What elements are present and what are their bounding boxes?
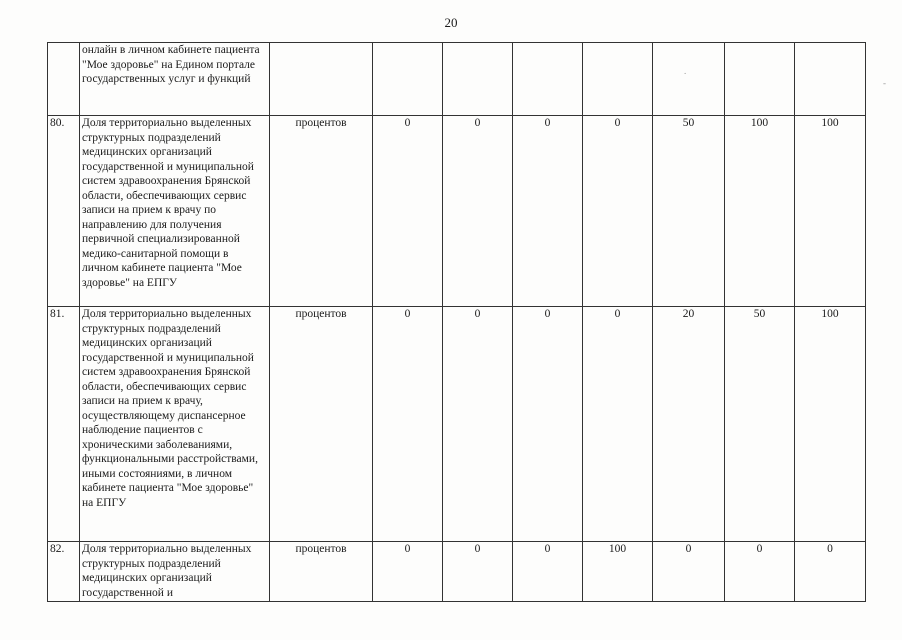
value-cell: 0 [373,307,443,542]
unit-cell: процентов [270,307,373,542]
value-cell: 0 [795,542,866,602]
row-number: 81. [48,307,80,542]
value-cell: 0 [513,116,583,307]
value-cell: 0 [373,542,443,602]
value-cell: 0 [443,542,513,602]
row-number [48,43,80,116]
value-cell: 0 [443,116,513,307]
scan-speck: . [684,66,687,76]
value-cell [373,43,443,116]
page-number: 20 [444,15,458,30]
value-cell: 0 [725,542,795,602]
table-row [48,542,866,602]
value-cell: 20 [653,307,725,542]
scan-speck: - [883,78,886,88]
row-number: 82. [48,542,80,602]
table-row [48,43,866,116]
value-cell: 50 [653,116,725,307]
value-cell [443,43,513,116]
unit-cell: процентов [270,542,373,602]
value-cell [653,43,725,116]
indicator-name: Доля территориально выделенных структурных подразделений медицинских организаций государственной и [80,542,270,602]
value-cell: 0 [583,116,653,307]
value-cell: 0 [443,307,513,542]
indicators-table [47,42,866,602]
value-cell [583,43,653,116]
value-cell [795,43,866,116]
value-cell: 0 [513,307,583,542]
value-cell: 100 [583,542,653,602]
value-cell [513,43,583,116]
value-cell: 0 [653,542,725,602]
unit-cell: процентов [270,116,373,307]
value-cell [725,43,795,116]
value-cell: 0 [373,116,443,307]
table-row [48,307,866,542]
value-cell: 0 [513,542,583,602]
row-number: 80. [48,116,80,307]
indicator-name: онлайн в личном кабинете пациента "Мое здоровье" на Едином портале государственных услуг и функций [80,43,270,116]
unit-cell [270,43,373,116]
value-cell: 100 [795,307,866,542]
indicator-name: Доля территориально выделенных структурных подразделений медицинских организаций государственной и муниципальной систем здравоохранения Брянской области, обеспечивающих сервис записи на прием к врачу, осуществляющему диспансерное наблюдение пациентов с хроническими заболеваниями, функциональными расстройствами, иными состояниями, в личном кабинете пациента "Мое здоровье" на ЕПГУ [80,307,270,542]
indicator-name: Доля территориально выделенных структурных подразделений медицинских организаций государственной и муниципальной систем здравоохранения Брянской области, обеспечивающих сервис записи на прием к врачу по направлению для получения первичной специализированной медико-санитарной помощи в личном кабинете пациента "Мое здоровье" на ЕПГУ [80,116,270,307]
value-cell: 50 [725,307,795,542]
value-cell: 0 [583,307,653,542]
value-cell: 100 [795,116,866,307]
value-cell: 100 [725,116,795,307]
table-row [48,116,866,307]
